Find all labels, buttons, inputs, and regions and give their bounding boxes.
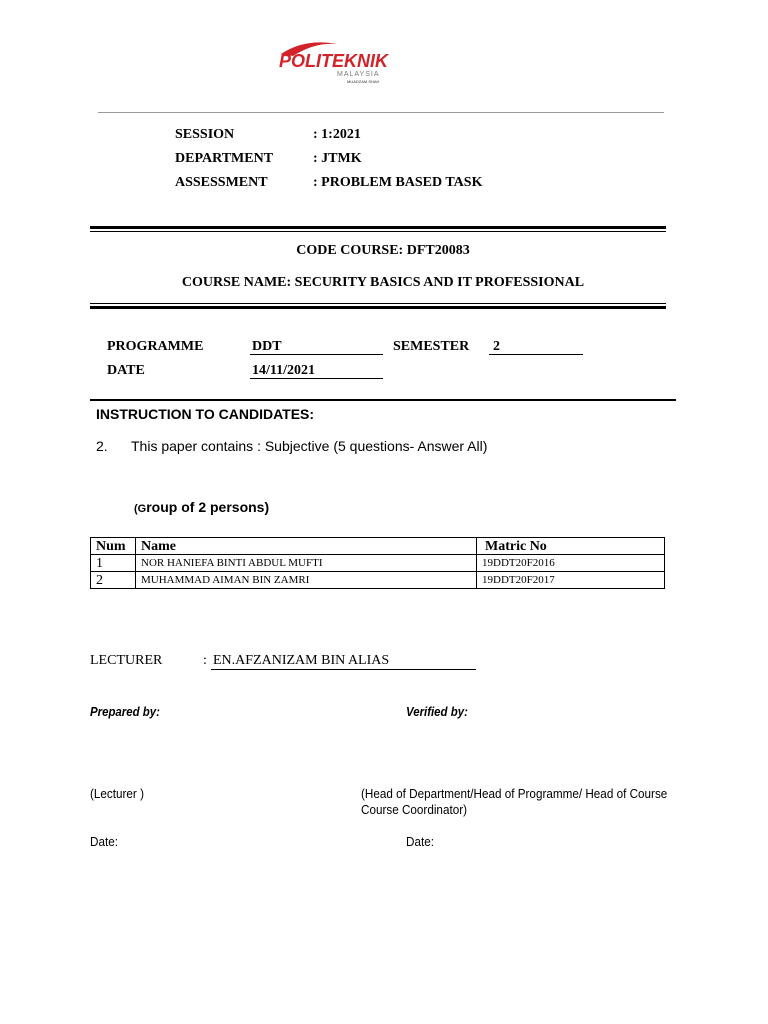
cell-name: MUHAMMAD AIMAN BIN ZAMRI [136, 572, 477, 589]
semester-value: 2 [493, 339, 500, 354]
department-label: DEPARTMENT [175, 151, 274, 166]
col-matric-header: Matric No [477, 538, 665, 555]
session-value: : 1:2021 [313, 127, 361, 142]
col-num-header: Num [91, 538, 136, 555]
course-rule-top-thick [90, 226, 666, 229]
table-row [91, 555, 665, 572]
lecturer-label: LECTURER [90, 653, 163, 668]
programme-underline [250, 354, 383, 355]
logo-wordmark: POLITEKNIK [279, 51, 389, 71]
semester-underline [489, 354, 583, 355]
course-code: CODE COURSE: DFT20083 [296, 243, 470, 258]
cell-matric: 19DDT20F2016 [477, 555, 665, 572]
instructions-heading: INSTRUCTION TO CANDIDATES: [96, 406, 315, 422]
group-note [134, 499, 269, 515]
assessment-label: ASSESSMENT [175, 175, 268, 190]
students-table [90, 537, 665, 589]
cell-matric: 19DDT20F2017 [477, 572, 665, 589]
col-name-header: Name [136, 538, 477, 555]
assessment-value: : PROBLEM BASED TASK [313, 175, 483, 190]
course-name: COURSE NAME: SECURITY BASICS AND IT PROFESSIONAL [181, 275, 585, 290]
instruction-text: This paper contains : Subjective (5 questions- Answer All) [131, 438, 488, 454]
course-rule-top-thin [90, 231, 666, 232]
logo-country: MALAYSIA [337, 71, 380, 78]
lecturer-underline [211, 669, 476, 670]
lecturer-name: EN.AFZANIZAM BIN ALIAS [213, 653, 390, 668]
cell-num: 1 [91, 555, 136, 572]
date-left-label: Date: [90, 834, 118, 849]
date-right-label: Date: [406, 834, 434, 849]
header-divider [98, 112, 664, 113]
programme-label: PROGRAMME [107, 339, 204, 354]
course-rule-bottom-thick [90, 306, 666, 309]
date-label: DATE [107, 363, 145, 378]
date-value: 14/11/2021 [252, 363, 316, 378]
verified-by-label: Verified by: [406, 704, 468, 719]
department-value: : JTMK [313, 151, 362, 166]
cell-num: 2 [91, 572, 136, 589]
semester-label: SEMESTER [393, 339, 470, 354]
verifier-role-line2: Course Coordinator) [361, 802, 468, 817]
instruction-number: 2. [96, 438, 108, 454]
cell-name: NOR HANIEFA BINTI ABDUL MUFTI [136, 555, 477, 572]
prepared-by-label: Prepared by: [90, 704, 160, 719]
group-note-text: roup of 2 persons) [146, 499, 270, 515]
instructions-rule [90, 399, 676, 401]
verifier-role-line1: (Head of Department/Head of Programme/ Head of Course [361, 786, 668, 801]
session-label: SESSION [175, 127, 235, 142]
date-underline [250, 378, 383, 379]
lecturer-role: (Lecturer ) [90, 786, 144, 801]
politeknik-logo [275, 36, 397, 86]
politeknik-logo-graphic [275, 36, 397, 86]
course-rule-bottom-thin [90, 303, 666, 304]
lecturer-colon: : [203, 653, 207, 668]
table-row [91, 572, 665, 589]
table-header-row [91, 538, 665, 555]
programme-value: DDT [252, 339, 282, 354]
group-note-prefix: (G [134, 503, 147, 515]
logo-campus: MUADZAM SHAH [347, 79, 380, 84]
